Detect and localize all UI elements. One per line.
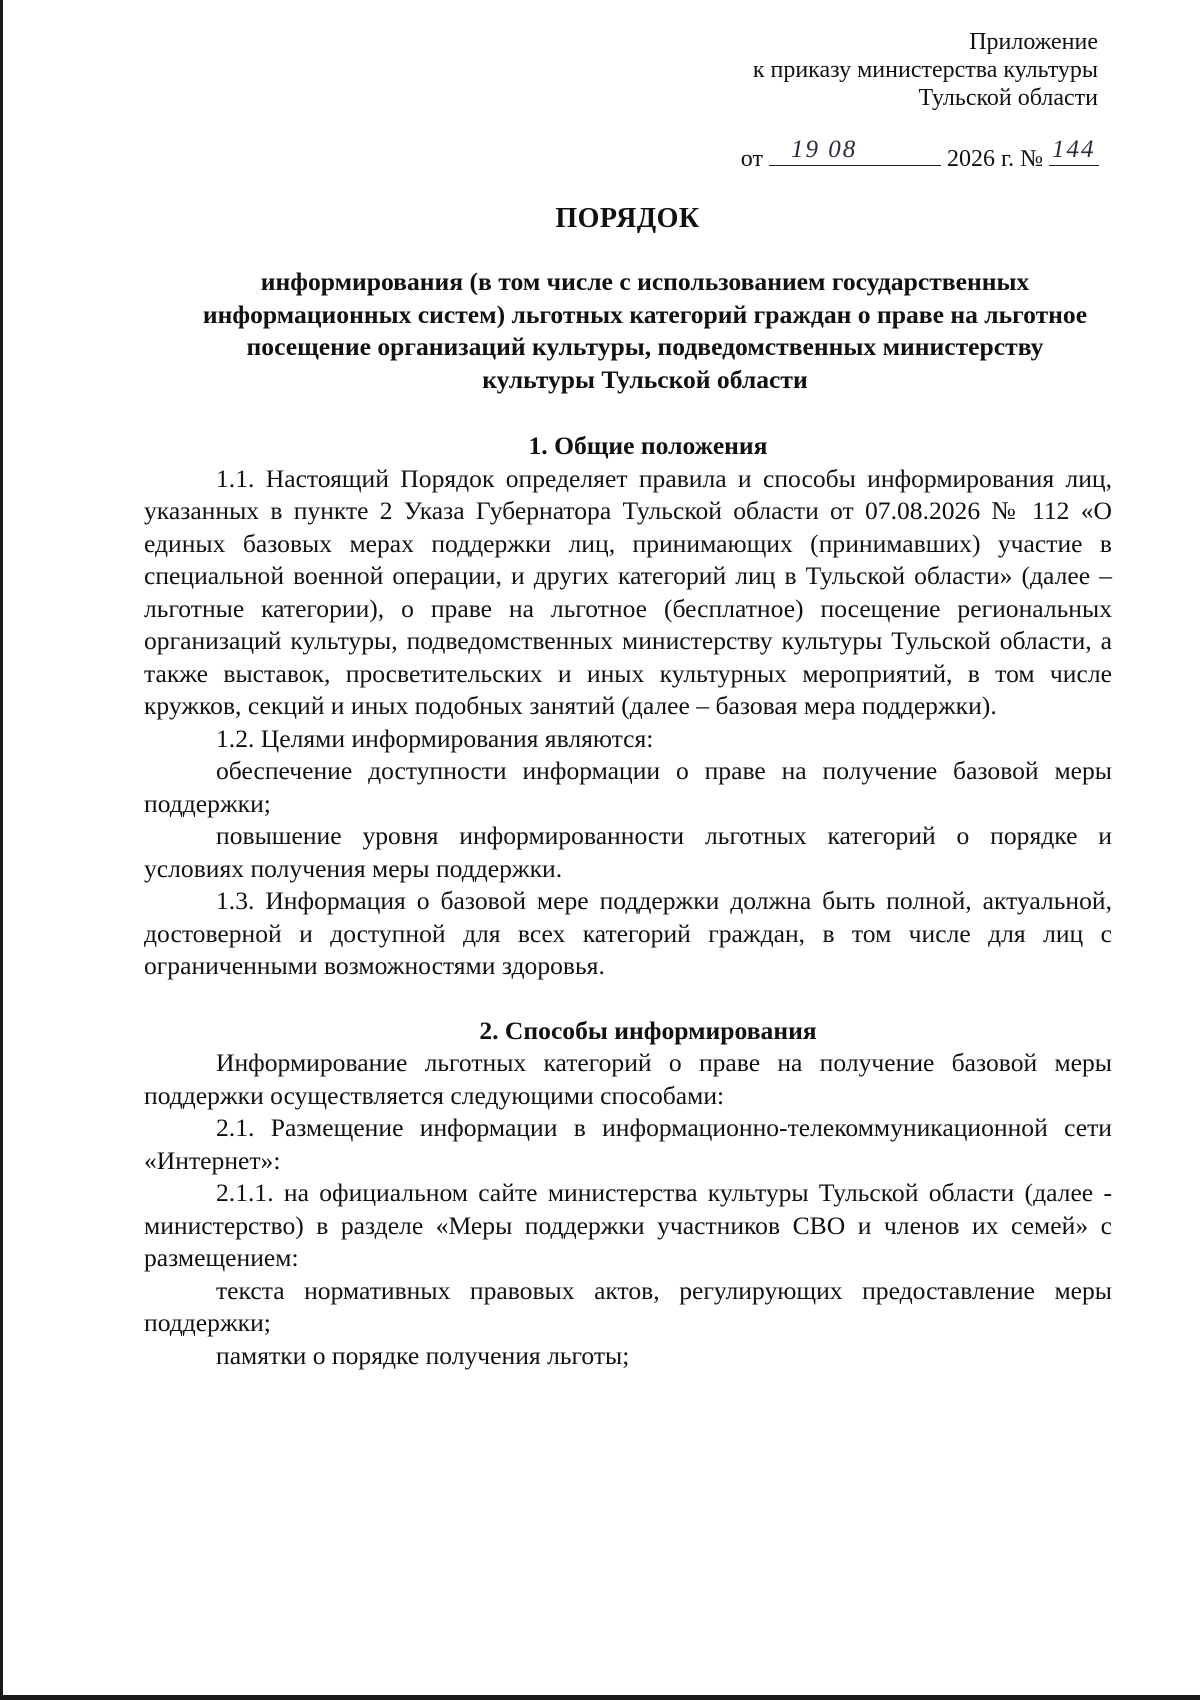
order-date-number (740, 136, 1099, 173)
handwritten-date: 19 08 (790, 136, 858, 163)
appendix-line: Тульской области (918, 85, 1098, 111)
paragraph: 1.2. Целями информирования являются: (216, 723, 654, 753)
section-heading: 2. Способы информирования (479, 1015, 817, 1045)
paragraph: 2.1.1. на официальном сайте министерства культуры Тульской области (далее - министерство) в разделе «Меры поддержки участников СВО и членов их семей» с размещением: (144, 1178, 1112, 1272)
paragraph: обеспечение доступности информации о праве на получение базовой меры поддержки; (144, 756, 1112, 818)
appendix-line: к приказу министерства культуры (752, 57, 1098, 83)
page-border-bottom (0, 1695, 1200, 1700)
handwritten-number: 144 (1052, 136, 1096, 163)
paragraph: 1.1. Настоящий Порядок определяет правила и способы информирования лиц, указанных в пункте 2 Указа Губернатора Тульской области от 07.08.2026 № 112 «О единых базовых мерах поддержки лиц, принимающих (принимавших) участие в специальной военной операции, и других категорий лиц в Тульской области» (далее – льготные категории), о праве на льготное (бесплатное) посещение региональных организаций культуры, подведомственных министерству культуры Тульской области, а также выставок, просветительских и иных культурных мероприятий, в том числе кружков, секций и иных подобных занятий (далее – базовая мера поддержки). (144, 463, 1112, 720)
order-year: 2026 г. № (946, 146, 1043, 172)
appendix-line: Приложение (969, 29, 1098, 55)
date-blank (769, 136, 941, 166)
paragraph: памятки о порядке получения льготы; (216, 1340, 630, 1370)
document-subtitle: информирования (в том числе с использованием государственных информационных систем) льготных категорий граждан о праве на льготное посещение организаций культуры, подведомственных министерству культуры Тульской области (202, 267, 1088, 394)
paragraph: Информирование льготных категорий о праве на получение базовой меры поддержки осуществляется следующими способами: (144, 1048, 1112, 1110)
section-heading: 1. Общие положения (528, 431, 768, 460)
appendix-block (753, 28, 1098, 112)
order-prefix: от (740, 146, 763, 172)
paragraph: 2.1. Размещение информации в информационно-телекоммуникационной сети «Интернет»: (144, 1113, 1112, 1175)
number-blank (1049, 136, 1099, 166)
paragraph: 1.3. Информация о базовой мере поддержки должна быть полной, актуальной, достоверной и доступной для всех категорий граждан, в том числе для лиц с ограниченными возможностями здоровья. (144, 886, 1112, 980)
document-title: ПОРЯДОК (555, 203, 700, 234)
paragraph: текста нормативных правовых актов, регулирующих предоставление меры поддержки; (144, 1275, 1112, 1337)
page-border-left (0, 0, 3, 1700)
paragraph: повышение уровня информированности льготных категорий о порядке и условиях получения меры поддержки. (144, 821, 1112, 883)
document-body (144, 430, 1112, 1372)
